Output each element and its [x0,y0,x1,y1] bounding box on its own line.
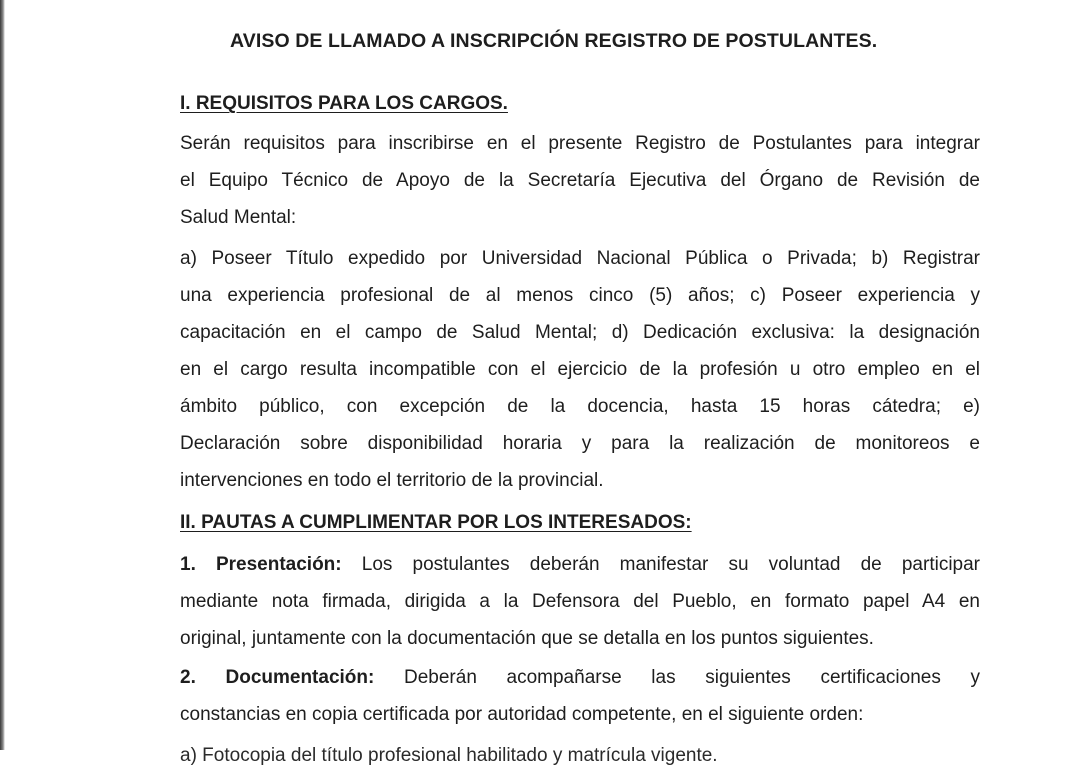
section-heading-requisitos: I. REQUISITOS PARA LOS CARGOS. [180,93,508,114]
text-line: intervenciones en todo el territorio de la provincial. [180,470,604,491]
requirements-paragraph [180,240,980,499]
document-title: AVISO DE LLAMADO A INSCRIPCIÓN REGISTRO DE POSTULANTES. [230,30,878,52]
text-line: a) Poseer Título expedido por Universidad Nacional Pública o Privada; b) Registrar [180,248,980,269]
text-line: constancias en copia certificada por autoridad competente, en el siguiente orden: [180,704,864,725]
item-label: 2. Documentación: [180,667,375,688]
intro-paragraph [180,125,980,236]
text-line: en el cargo resulta incompatible con el ejercicio de la profesión u otro empleo en el [180,359,980,380]
text-line: Salud Mental: [180,207,297,228]
text-line: el Equipo Técnico de Apoyo de la Secretaría Ejecutiva del Órgano de Revisión de [180,170,980,191]
item-text: Deberán acompañarse las siguientes certificaciones y [404,667,980,688]
text-line: mediante nota firmada, dirigida a la Defensora del Pueblo, en formato papel A4 en [180,591,980,612]
cutoff-line [180,742,980,766]
text-line [180,546,980,583]
text-line: Declaración sobre disponibilidad horaria y para la realización de monitoreos e [180,433,980,454]
item-presentacion [180,546,980,657]
text-line: ámbito público, con excepción de la docencia, hasta 15 horas cátedra; e) [180,396,980,417]
text-line: una experiencia profesional de al menos cinco (5) años; c) Poseer experiencia y [180,285,980,306]
text-line [180,659,980,696]
cutoff-text: a) Fotocopia del título profesional habilitado y matrícula vigente. [180,745,718,766]
scan-edge [0,0,5,750]
item-text: Los postulantes deberán manifestar su voluntad de participar [361,554,981,575]
item-label: 1. Presentación: [180,554,342,575]
text-line: original, juntamente con la documentación que se detalla en los puntos siguientes. [180,628,874,649]
item-documentacion [180,659,980,733]
text-line: Serán requisitos para inscribirse en el presente Registro de Postulantes para integrar [180,133,980,154]
text-line: capacitación en el campo de Salud Mental; d) Dedicación exclusiva: la designación [180,322,980,343]
section-heading-pautas: II. PAUTAS A CUMPLIMENTAR POR LOS INTERESADOS: [180,512,692,533]
